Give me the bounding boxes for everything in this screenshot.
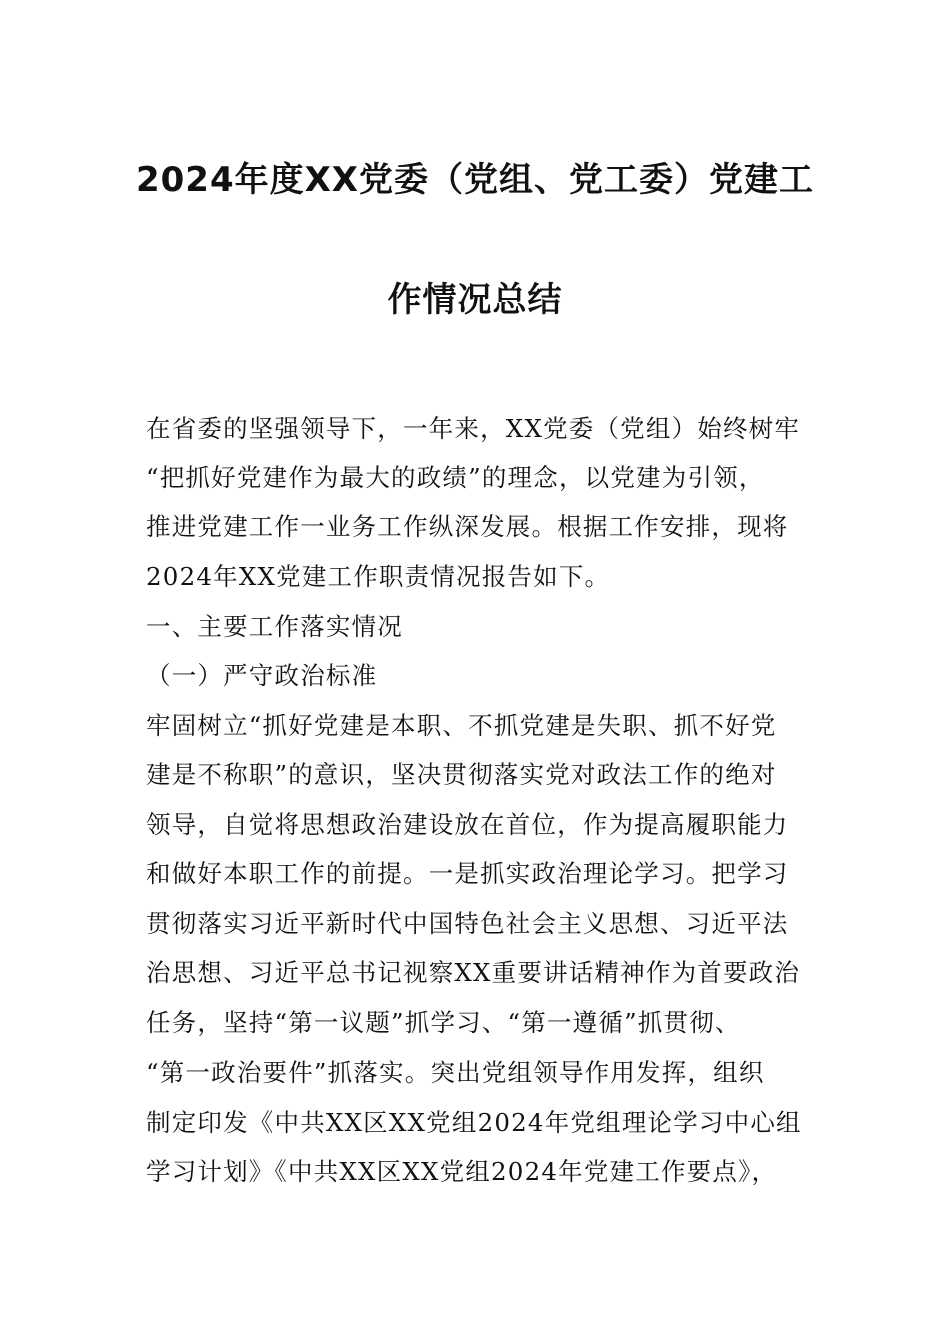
body-line-section-1: 牢固树立“抓好党建是本职、不抓党建是失职、抓不好党 bbox=[146, 711, 777, 740]
body-line-section-3: 领导，自觉将思想政治建设放在首位，作为提高履职能力 bbox=[146, 810, 789, 839]
document-title-line-1: 2024年度XX党委（党组、党工委）党建工 bbox=[135, 160, 815, 200]
body-line-section-4: 和做好本职工作的前提。一是抓实政治理论学习。把学习 bbox=[146, 859, 789, 888]
body-line-section-9: 制定印发《中共XX区XX党组2024年党组理论学习中心组 bbox=[146, 1108, 802, 1137]
document-title-line-2: 作情况总结 bbox=[387, 280, 563, 320]
body-line-intro-3: 推进党建工作一业务工作纵深发展。根据工作安排，现将 bbox=[146, 512, 789, 541]
body-line-section-7: 任务，坚持“第一议题”抓学习、“第一遵循”抓贯彻、 bbox=[146, 1008, 741, 1037]
body-line-section-6: 治思想、习近平总书记视察XX重要讲话精神作为首要政治 bbox=[146, 958, 801, 987]
section-heading-1: 一、主要工作落实情况 bbox=[146, 612, 403, 641]
subsection-heading-1: （一）严守政治标准 bbox=[146, 661, 378, 690]
body-line-section-8: “第一政治要件”抓落实。突出党组领导作用发挥，组织 bbox=[146, 1058, 765, 1087]
body-line-intro-4: 2024年XX党建工作职责情况报告如下。 bbox=[146, 562, 611, 591]
body-line-section-2: 建是不称职”的意识，坚决贯彻落实党对政法工作的绝对 bbox=[146, 760, 777, 789]
body-line-intro-2: “把抓好党建作为最大的政绩”的理念，以党建为引领， bbox=[146, 463, 765, 492]
body-line-section-10: 学习计划》《中共XX区XX党组2024年党建工作要点》， bbox=[146, 1157, 778, 1186]
body-line-intro-1: 在省委的坚强领导下，一年来，XX党委（党组）始终树牢 bbox=[146, 414, 801, 443]
body-line-section-5: 贯彻落实习近平新时代中国特色社会主义思想、习近平法 bbox=[146, 909, 789, 938]
